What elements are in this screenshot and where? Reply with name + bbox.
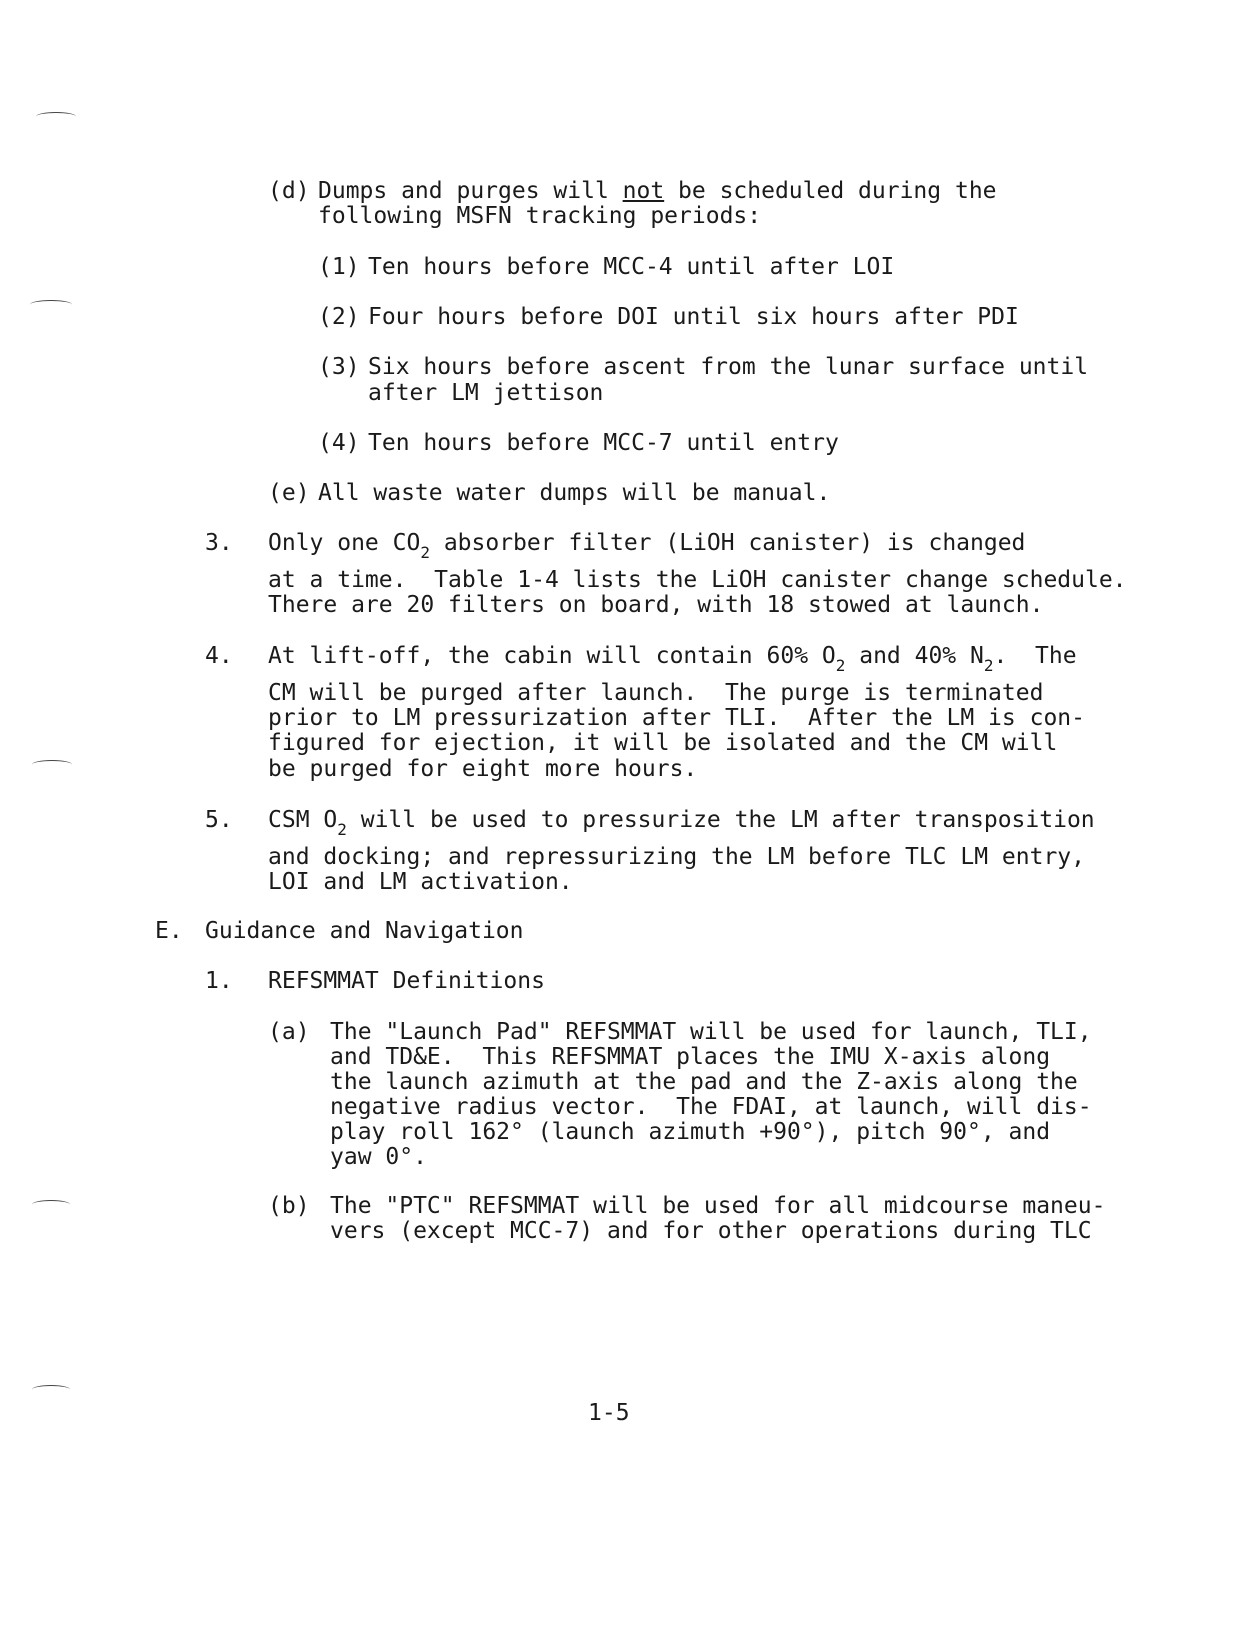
para-b-line: vers (except MCC-7) and for other operations during TLC [330,1218,1092,1244]
page-number: 1-5 [588,1400,630,1426]
binder-mark [30,300,72,309]
item-4-label: 4. [205,643,233,669]
subitem-3-text: after LM jettison [368,380,604,406]
item-3-line-1 [268,530,1026,562]
subscript: 2 [420,543,430,562]
para-a-line: and TD&E. This REFSMMAT places the IMU X-axis along [330,1044,1051,1070]
item-4-text: At lift-off, the cabin will contain 60% O [268,643,836,669]
section-e-1-title: REFSMMAT Definitions [268,968,545,994]
item-4-line-1 [268,643,1077,675]
item-5-line-2: and docking; and repressurizing the LM before TLC LM entry, [268,844,1085,870]
binder-mark [36,112,76,121]
para-b-line: The "PTC" REFSMMAT will be used for all midcourse maneu- [330,1193,1106,1219]
subitem-2-text: Four hours before DOI until six hours after PDI [368,304,1019,330]
binder-mark [32,760,72,769]
para-a-line: negative radius vector. The FDAI, at launch, will dis- [330,1094,1092,1120]
subitem-3-label: (3) [318,354,360,380]
item-5-text: will be used to pressurize the LM after transposition [346,807,1095,833]
para-a-label: (a) [268,1019,310,1045]
item-3-text: Only one CO [268,530,421,556]
para-a-line: yaw 0°. [330,1144,427,1170]
para-a-line: the launch azimuth at the pad and the Z-axis along the [330,1069,1078,1095]
item-3-label: 3. [205,530,233,556]
item-d-text: Dumps and purges will [318,178,623,204]
item-4-line-5: be purged for eight more hours. [268,756,698,782]
subitem-3-text: Six hours before ascent from the lunar surface until [368,354,1089,380]
item-d-line-2: following MSFN tracking periods: [318,203,762,229]
item-4-line-4: figured for ejection, it will be isolated and the CM will [268,730,1058,756]
item-5-text: CSM O [268,807,338,833]
section-e-label: E. [155,918,183,944]
emphasis-not: not [622,178,665,204]
para-a-line: The "Launch Pad" REFSMMAT will be used for launch, TLI, [330,1019,1092,1045]
subscript: 2 [337,820,347,839]
subitem-2-label: (2) [318,304,360,330]
subitem-1-label: (1) [318,254,360,280]
subscript: 2 [983,656,994,675]
para-b-label: (b) [268,1193,310,1219]
item-3-line-2: at a time. Table 1-4 lists the LiOH canister change schedule. [268,567,1127,593]
item-d-label: (d) [268,178,310,204]
item-5-line-1 [268,807,1095,839]
subitem-4-text: Ten hours before MCC-7 until entry [368,430,839,456]
binder-mark [32,1200,70,1209]
item-e-label: (e) [268,480,310,506]
item-4-text: . The [993,643,1077,669]
item-4-line-2: CM will be purged after launch. The purge is terminated [268,680,1044,706]
item-5-line-3: LOI and LM activation. [268,869,573,895]
section-e-title: Guidance and Navigation [205,918,524,944]
item-3-text: absorber filter (LiOH canister) is changed [429,530,1026,556]
subscript: 2 [835,656,846,675]
item-e-text: All waste water dumps will be manual. [318,480,831,506]
item-3-line-3: There are 20 filters on board, with 18 stowed at launch. [268,592,1044,618]
item-4-line-3: prior to LM pressurization after TLI. After the LM is con- [268,705,1085,731]
item-5-label: 5. [205,807,233,833]
binder-mark [32,1385,70,1394]
section-e-1-label: 1. [205,968,233,994]
para-a-line: play roll 162° (launch azimuth +90°), pitch 90°, and [330,1119,1051,1145]
item-d-text: be scheduled during the [664,178,997,204]
item-d-line-1 [318,178,997,204]
item-4-text: and 40% N [845,643,984,669]
subitem-1-text: Ten hours before MCC-4 until after LOI [368,254,895,280]
subitem-4-label: (4) [318,430,360,456]
